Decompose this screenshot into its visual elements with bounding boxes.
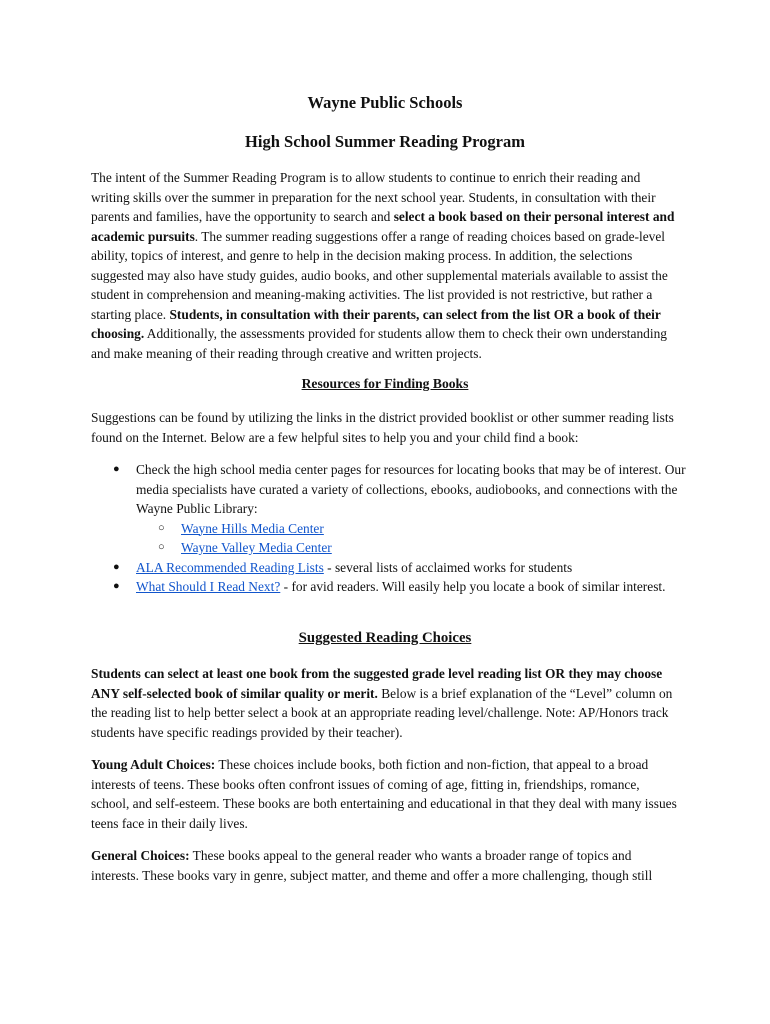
suggested-text: Below is a brief explanation of the “Level” column on the reading list to help better select a book at an appropriate reading level/challenge. Note: AP/Honors track students have specific readings provided by their teacher). [91, 685, 673, 740]
list-item [0, 558, 686, 578]
intro-paragraph [91, 168, 681, 363]
program-title: High School Summer Reading Program [245, 132, 525, 151]
bullet-icon: ● [113, 560, 120, 573]
ala-description: - several lists of acclaimed works for students [323, 559, 573, 575]
intro-text-2: . The summer reading suggestions offer a range of reading choices based on grade-level ability, topics of interest, and genre to help in the decision making process. In addition, the selections suggested may also have study guides, audio books, and other supplemental materials available to assist the student in comprehension and meaning-making activities. The list provided is not restrictive, but rather a starting place. [91, 228, 668, 322]
ala-reading-lists-link[interactable]: ALA Recommended Reading Lists [136, 559, 324, 575]
suggested-bold: Students can select at least one book from the suggested grade level reading list OR they may choose ANY self-selected book of similar quality or merit. [91, 666, 663, 701]
young-adult-text: These choices include books, both fiction and non-fiction, that appeal to a broad interests of teens. These books often confront issues of coming of age, fitting in, friendships, romance, school, and self-esteem. These books are both entertaining and educational in that they deal with many issues teens face in their daily lives. [91, 757, 677, 831]
intro-text-1: The intent of the Summer Reading Program is to allow students to continue to enrich their reading and writing skills over the summer in preparation for the next school year. Students, in consultation with their parents and families, have the opportunity to search and [91, 170, 656, 224]
general-paragraph [91, 846, 681, 885]
school-title: Wayne Public Schools [307, 93, 463, 112]
what-should-i-read-next-link[interactable]: What Should I Read Next? [136, 579, 281, 594]
suggested-paragraph [91, 664, 681, 742]
young-adult-label: Young Adult Choices: [91, 757, 216, 772]
wayne-valley-media-center-link[interactable]: Wayne Valley Media Center [181, 540, 332, 555]
resources-heading: Resources for Finding Books [301, 376, 469, 391]
wsirn-description: - for avid readers. Will easily help you locate a book of similar interest. [280, 579, 666, 594]
young-adult-paragraph [91, 755, 681, 833]
intro-bold-2: Students, in consultation with their parents, can select from the list OR a book of their choosing. [91, 306, 661, 341]
media-center-text: Check the high school media center pages for resources for locating books that may be of interest. Our media specialists have curated a variety of collections, ebooks, audiobooks, and connections with the Wayne Public Library: [136, 462, 686, 516]
circle-bullet-icon: ○ [158, 541, 165, 553]
intro-text-3: Additionally, the assessments provided for students allow them to check their own understanding and make meaning of their reading through creative and written projects. [91, 326, 667, 361]
list-item [0, 460, 686, 558]
media-center-sublist [136, 519, 686, 558]
bullet-icon: ● [113, 463, 120, 475]
resources-paragraph: Suggestions can be found by utilizing the links in the district provided booklist or other summer reading lists found on the Internet. Below are a few helpful sites to help you and your child find a book: [91, 410, 674, 445]
general-label: General Choices: [91, 848, 190, 863]
bullet-icon: ● [113, 580, 120, 592]
list-item [136, 538, 681, 558]
wayne-hills-media-center-link[interactable]: Wayne Hills Media Center [181, 520, 324, 536]
list-item [136, 519, 681, 539]
list-item [0, 577, 686, 597]
suggested-heading: Suggested Reading Choices [298, 630, 472, 646]
resources-list [0, 460, 770, 597]
circle-bullet-icon: ○ [158, 521, 165, 534]
intro-bold-1: select a book based on their personal interest and academic pursuits [91, 209, 675, 244]
general-text: These books appeal to the general reader who wants a broader range of topics and interests. These books vary in genre, subject matter, and theme and offer a more challenging, though still [91, 848, 653, 883]
